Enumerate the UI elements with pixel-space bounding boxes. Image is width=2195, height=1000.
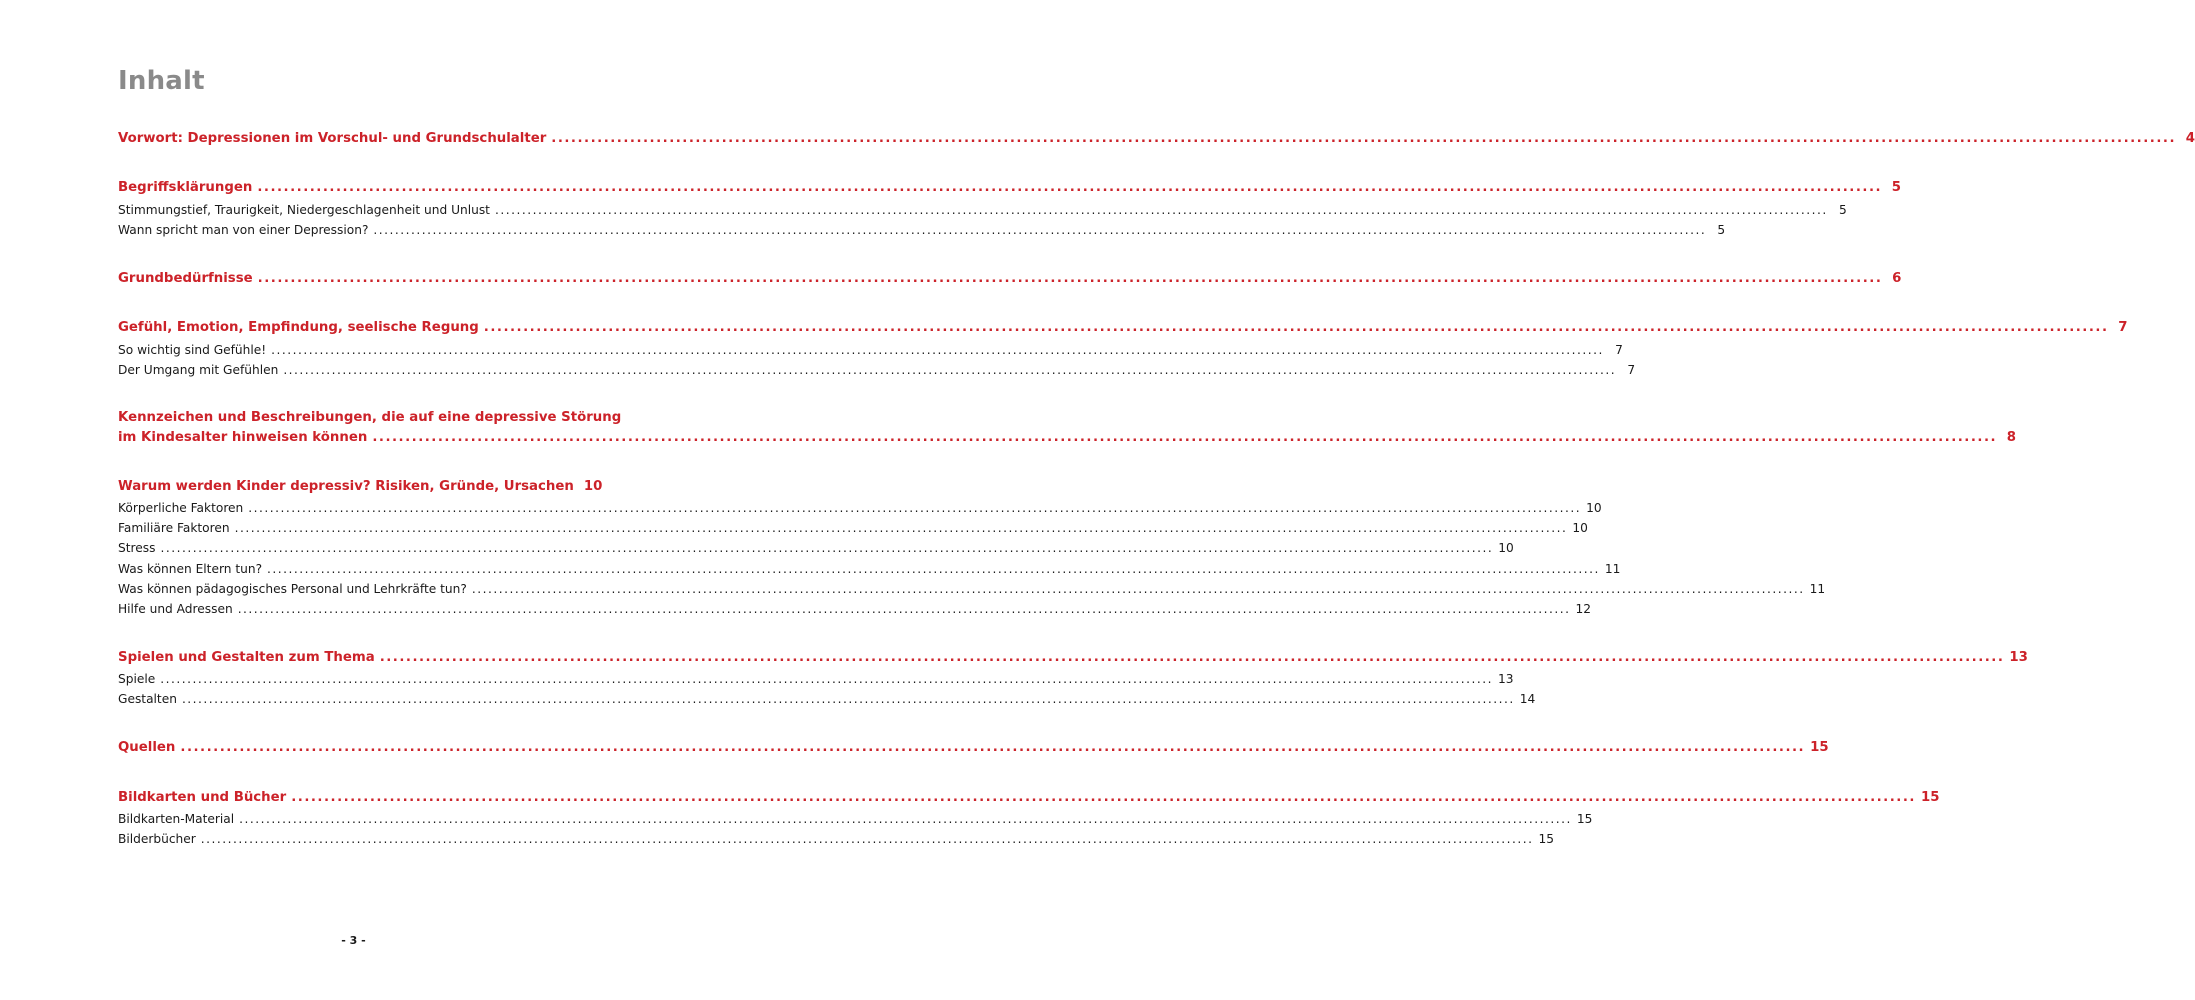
dot-leader xyxy=(551,130,2176,148)
dot-leader xyxy=(160,670,1493,688)
toc-entry-text: Spielen und Gestalten zum Thema xyxy=(118,650,375,665)
dot-leader xyxy=(180,739,1805,757)
toc-entry-text: Stimmungstief, Traurigkeit, Niedergeschlagenheit und Unlust xyxy=(118,203,490,217)
dot-leader xyxy=(372,429,1997,447)
toc-page-number: 10 xyxy=(583,479,603,494)
toc-page-number: 8 xyxy=(2006,430,2017,445)
toc-subentry[interactable] xyxy=(118,830,1555,848)
toc-page-number: 11 xyxy=(1604,562,1621,576)
toc-entry-text: Spiele xyxy=(118,672,156,686)
toc-page-number: 6 xyxy=(1892,271,1902,286)
toc-heading-spielen[interactable] xyxy=(118,649,2028,667)
toc-page-number: 11 xyxy=(1809,582,1826,596)
toc-entry-text: Warum werden Kinder depressiv? Risiken, Gründe, Ursachen xyxy=(118,479,574,494)
toc-entry-text: Vorwort: Depressionen im Vorschul- und Grundschulalter xyxy=(118,131,547,146)
toc-entry-text: im Kindesalter hinweisen können xyxy=(118,430,368,445)
toc-subentry[interactable] xyxy=(118,499,1602,517)
dot-leader xyxy=(271,341,1604,359)
toc-entry-text: Quellen xyxy=(118,740,176,755)
toc-page-number: 14 xyxy=(1519,692,1536,706)
toc-subentry[interactable] xyxy=(118,361,1636,379)
toc-page-number: 15 xyxy=(1920,790,1940,805)
toc-entry-text: Was können Eltern tun? xyxy=(118,562,263,576)
dot-leader xyxy=(484,319,2109,337)
toc-subentry[interactable] xyxy=(118,670,1514,688)
toc-page-number: 10 xyxy=(1586,501,1602,515)
toc-entry-text: Familiäre Faktoren xyxy=(118,521,230,535)
dot-leader xyxy=(267,560,1600,578)
toc-subentry[interactable] xyxy=(118,519,1588,537)
toc-entry-text: Wann spricht man von einer Depression? xyxy=(118,223,369,237)
toc-subentry[interactable] xyxy=(118,341,1623,359)
dot-leader xyxy=(235,519,1568,537)
toc-heading-bildkarten[interactable] xyxy=(118,789,1940,807)
page-number: - 3 - xyxy=(341,934,366,947)
toc-entry-text: Begriffsklärungen xyxy=(118,180,253,195)
toc-subentry[interactable] xyxy=(118,600,1591,618)
toc-entry-text: Stress xyxy=(118,541,156,555)
toc-page-number: 10 xyxy=(1498,541,1514,555)
dot-leader xyxy=(373,221,1706,239)
toc-heading-warum[interactable] xyxy=(118,478,603,496)
toc-heading-grundbeduerfnisse[interactable] xyxy=(118,270,1902,288)
toc-page-number: 7 xyxy=(1615,343,1623,357)
toc-page-number: 7 xyxy=(1627,363,1636,377)
dot-leader xyxy=(238,600,1571,618)
toc-page-number: 7 xyxy=(2118,320,2128,335)
toc-heading-gefuehl[interactable] xyxy=(118,319,2128,337)
toc-entry-text: Bildkarten-Material xyxy=(118,812,235,826)
toc-subentry[interactable] xyxy=(118,560,1621,578)
toc-subentry[interactable] xyxy=(118,690,1536,708)
toc-heading-quellen[interactable] xyxy=(118,739,1829,757)
dot-leader xyxy=(248,499,1581,517)
toc-page-number: 13 xyxy=(2009,650,2028,665)
toc-heading-begriffsklaerungen[interactable] xyxy=(118,179,1902,197)
dot-leader xyxy=(258,270,1883,288)
dot-leader xyxy=(182,690,1515,708)
toc-entry-text: Der Umgang mit Gefühlen xyxy=(118,363,279,377)
page-title: Inhalt xyxy=(118,66,205,96)
toc-heading-kennzeichen[interactable] xyxy=(118,429,2017,447)
toc-page-number: 4 xyxy=(2185,131,2195,146)
toc-subentry[interactable] xyxy=(118,580,1826,598)
dot-leader xyxy=(472,580,1805,598)
dot-leader xyxy=(257,179,1882,197)
toc-page-number: 15 xyxy=(1576,812,1593,826)
toc-entry-text: So wichtig sind Gefühle! xyxy=(118,343,267,357)
toc-heading-vorwort[interactable] xyxy=(118,130,2195,148)
toc-page-number: 5 xyxy=(1838,203,1847,217)
toc-page-number: 10 xyxy=(1572,521,1588,535)
toc-entry-text: Bilderbücher xyxy=(118,832,196,846)
toc-subentry[interactable] xyxy=(118,539,1514,557)
dot-leader xyxy=(291,789,1916,807)
dot-leader xyxy=(380,649,2005,667)
toc-page-number: 5 xyxy=(1717,223,1726,237)
toc-entry-text: Körperliche Faktoren xyxy=(118,501,244,515)
toc-entry-text: Gestalten xyxy=(118,692,177,706)
toc-page-number: 13 xyxy=(1498,672,1514,686)
toc-entry-text: Bildkarten und Bücher xyxy=(118,790,287,805)
dot-leader xyxy=(201,830,1534,848)
dot-leader xyxy=(283,361,1616,379)
dot-leader xyxy=(495,201,1828,219)
toc-subentry[interactable] xyxy=(118,221,1726,239)
toc-entry-text: Hilfe und Adressen xyxy=(118,602,233,616)
dot-leader xyxy=(239,810,1572,828)
toc-subentry[interactable] xyxy=(118,201,1847,219)
toc-page-number: 5 xyxy=(1891,180,1902,195)
toc-page-number: 15 xyxy=(1810,740,1829,755)
toc-subentry[interactable] xyxy=(118,810,1593,828)
toc-page-number: 12 xyxy=(1575,602,1591,616)
toc-heading-kennzeichen-line1[interactable]: Kennzeichen und Beschreibungen, die auf eine depressive Störung xyxy=(118,410,622,425)
toc-entry-text: Gefühl, Emotion, Empfindung, seelische Regung xyxy=(118,320,479,335)
dot-leader xyxy=(160,539,1493,557)
toc-entry-text: Was können pädagogisches Personal und Lehrkräfte tun? xyxy=(118,582,467,596)
toc-page-number: 15 xyxy=(1538,832,1555,846)
toc-entry-text: Grundbedürfnisse xyxy=(118,271,253,286)
